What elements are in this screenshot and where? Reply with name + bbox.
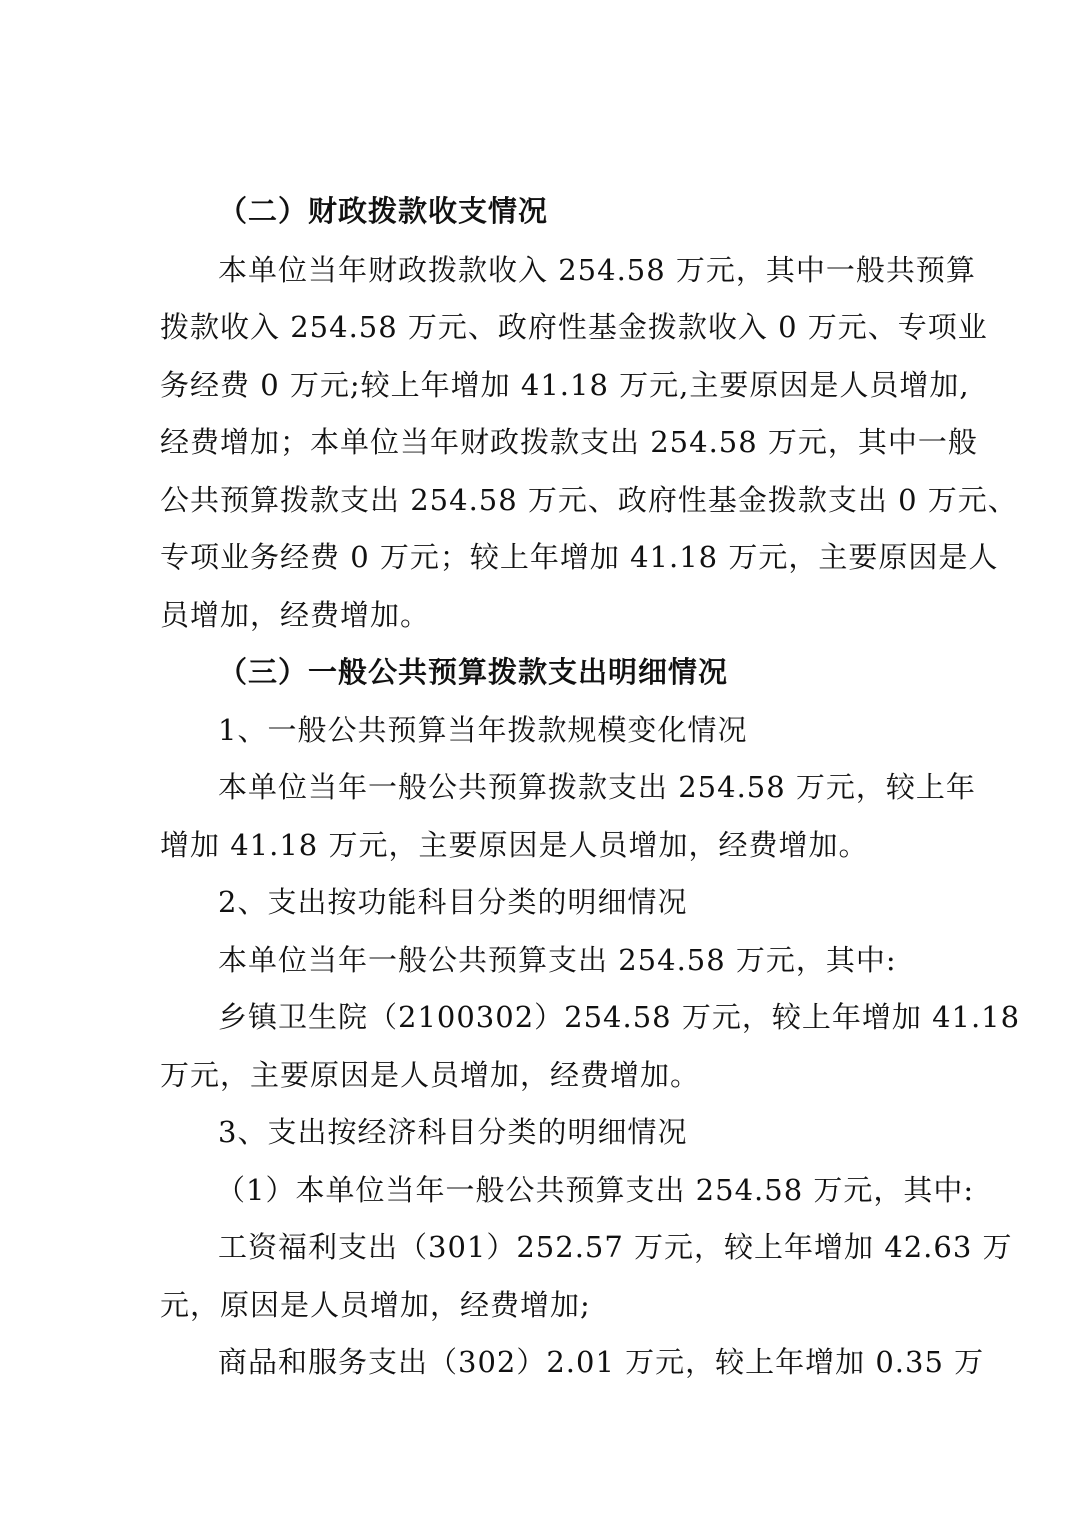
paragraph-line: 公共预算拨款支出 254.58 万元、政府性基金拨款支出 0 万元、	[160, 483, 1018, 517]
paragraph-line: 工资福利支出（301）252.57 万元，较上年增加 42.63 万	[218, 1230, 1013, 1264]
section-heading-general-budget-detail: （三）一般公共预算拨款支出明细情况	[218, 655, 729, 689]
subsection-title: 3、支出按经济科目分类的明细情况	[218, 1115, 688, 1149]
subsection-title: 2、支出按功能科目分类的明细情况	[218, 885, 688, 919]
paragraph-line: 万元，主要原因是人员增加，经费增加。	[160, 1058, 701, 1092]
subsection-title: 1、一般公共预算当年拨款规模变化情况	[218, 713, 748, 747]
paragraph-line: 本单位当年财政拨款收入 254.58 万元，其中一般共预算	[218, 253, 976, 287]
paragraph-line: 务经费 0 万元;较上年增加 41.18 万元,主要原因是人员增加,	[160, 368, 970, 402]
paragraph-line: 增加 41.18 万元，主要原因是人员增加，经费增加。	[160, 828, 869, 862]
paragraph-line: 本单位当年一般公共预算拨款支出 254.58 万元，较上年	[218, 770, 976, 804]
paragraph-line: 拨款收入 254.58 万元、政府性基金拨款收入 0 万元、专项业	[160, 310, 988, 344]
paragraph-line: 乡镇卫生院（2100302）254.58 万元，较上年增加 41.18	[218, 1000, 1021, 1034]
paragraph-line: 员增加，经费增加。	[160, 598, 431, 632]
paragraph-line: 商品和服务支出（302）2.01 万元，较上年增加 0.35 万	[218, 1345, 985, 1379]
paragraph-line: 元，原因是人员增加，经费增加;	[160, 1288, 591, 1322]
paragraph-line: 本单位当年一般公共预算支出 254.58 万元，其中:	[218, 943, 897, 977]
paragraph-line: （1）本单位当年一般公共预算支出 254.58 万元，其中:	[216, 1173, 975, 1207]
paragraph-line: 专项业务经费 0 万元；较上年增加 41.18 万元，主要原因是人	[160, 540, 999, 574]
section-heading-fiscal-appropriation: （二）财政拨款收支情况	[218, 194, 549, 228]
paragraph-line: 经费增加；本单位当年财政拨款支出 254.58 万元，其中一般	[160, 425, 978, 459]
